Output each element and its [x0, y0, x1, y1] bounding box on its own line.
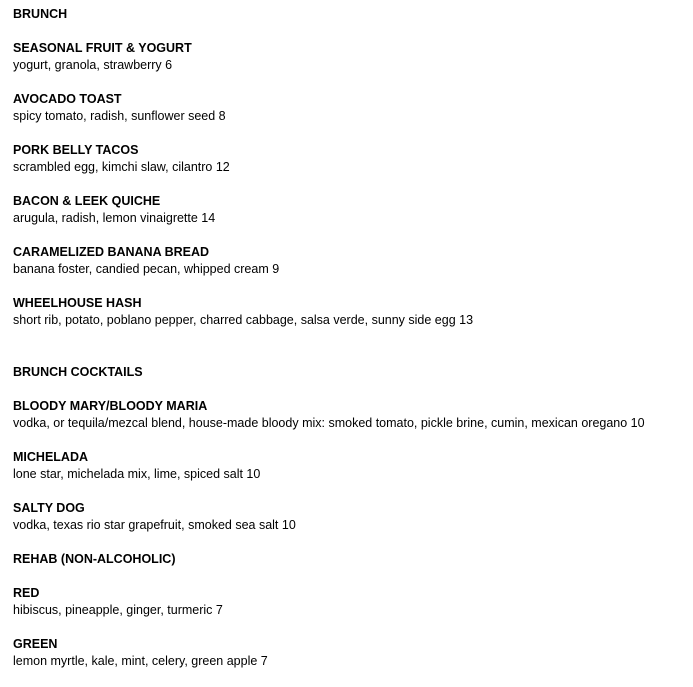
- item-name: SALTY DOG: [13, 501, 85, 515]
- section-title-rehab: REHAB (NON-ALCOHOLIC): [13, 552, 176, 566]
- item-name: PORK BELLY TACOS: [13, 143, 139, 157]
- item-description: scrambled egg, kimchi slaw, cilantro 12: [13, 160, 230, 174]
- item-name: AVOCADO TOAST: [13, 92, 122, 106]
- item-name: WHEELHOUSE HASH: [13, 296, 142, 310]
- item-description: lone star, michelada mix, lime, spiced salt 10: [13, 467, 261, 481]
- item-description: vodka, texas rio star grapefruit, smoked sea salt 10: [13, 518, 296, 532]
- menu-item: [13, 193, 683, 227]
- menu-item: [13, 398, 683, 432]
- section-title-brunch: BRUNCH: [13, 7, 68, 21]
- section-title-brunch-cocktails: BRUNCH COCKTAILS: [13, 365, 143, 379]
- menu-item: [13, 295, 683, 329]
- item-description: vodka, or tequila/mezcal blend, house-made bloody mix: smoked tomato, pickle brine, cumin, mexican oregano 10: [13, 416, 645, 430]
- item-name: CARAMELIZED BANANA BREAD: [13, 245, 210, 259]
- item-description: arugula, radish, lemon vinaigrette 14: [13, 211, 216, 225]
- menu-item: [13, 40, 683, 74]
- item-description: lemon myrtle, kale, mint, celery, green apple 7: [13, 654, 268, 668]
- menu-item: [13, 449, 683, 483]
- item-name: BACON & LEEK QUICHE: [13, 194, 161, 208]
- menu-page: [13, 6, 683, 670]
- item-description: yogurt, granola, strawberry 6: [13, 58, 173, 72]
- menu-item: [13, 500, 683, 534]
- menu-item: [13, 91, 683, 125]
- item-name: SEASONAL FRUIT & YOGURT: [13, 41, 192, 55]
- item-description: spicy tomato, radish, sunflower seed 8: [13, 109, 226, 123]
- item-description: hibiscus, pineapple, ginger, turmeric 7: [13, 603, 223, 617]
- item-name: MICHELADA: [13, 450, 88, 464]
- menu-item: [13, 636, 683, 670]
- menu-item: [13, 244, 683, 278]
- item-name: BLOODY MARY/BLOODY MARIA: [13, 399, 208, 413]
- menu-item: [13, 142, 683, 176]
- menu-item: [13, 585, 683, 619]
- item-name: GREEN: [13, 637, 58, 651]
- item-name: RED: [13, 586, 40, 600]
- item-description: short rib, potato, poblano pepper, charred cabbage, salsa verde, sunny side egg 13: [13, 313, 474, 327]
- item-description: banana foster, candied pecan, whipped cream 9: [13, 262, 280, 276]
